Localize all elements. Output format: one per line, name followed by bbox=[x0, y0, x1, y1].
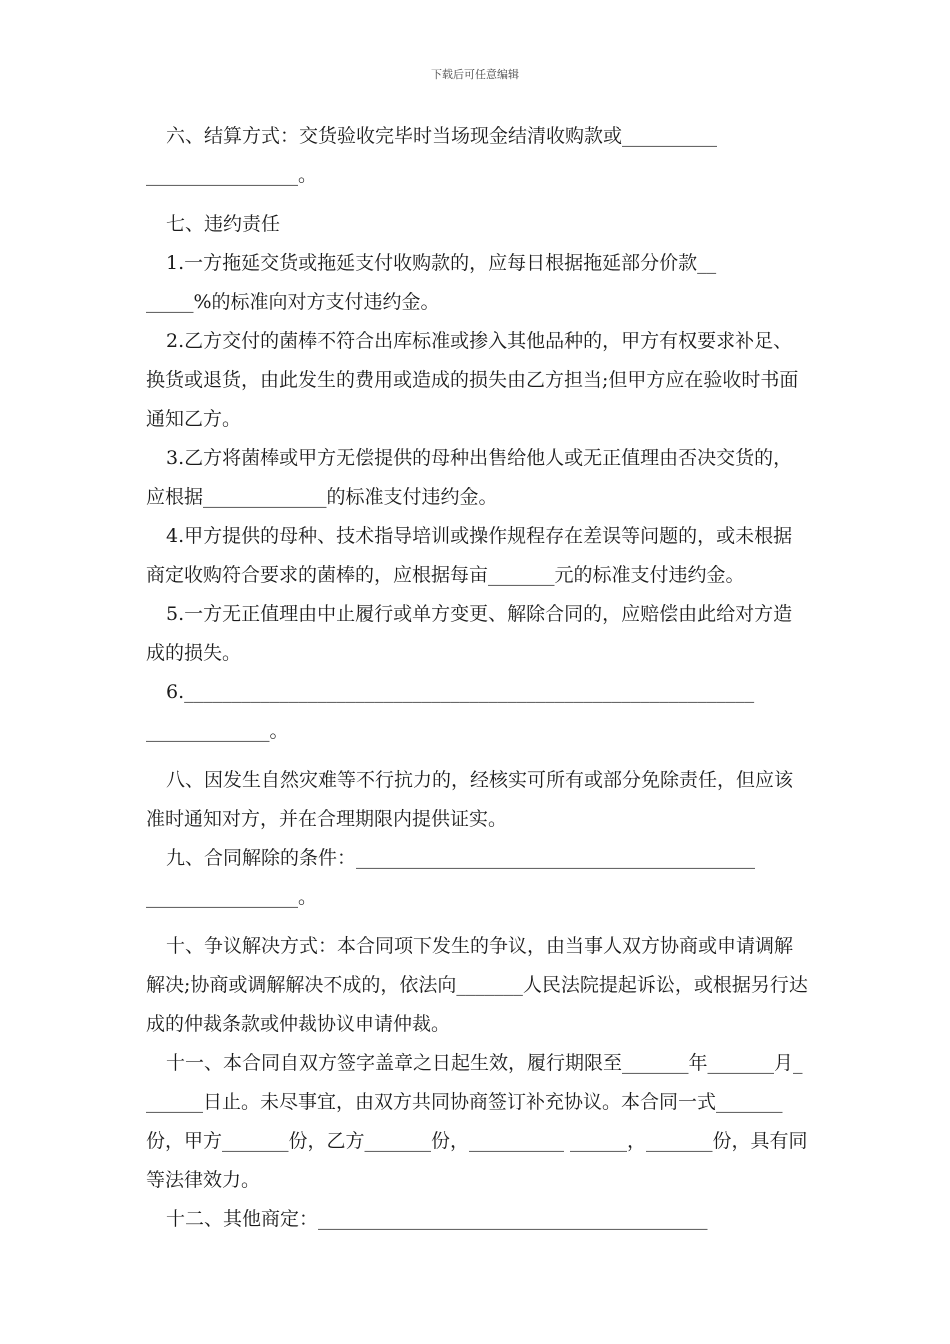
clause-12-other: 十二、其他商定：_________________________________________ bbox=[166, 1208, 708, 1230]
clause-7-item-5: 5.一方无正值理由中止履行或单方变更、解除合同的，应赔偿由此给对方造成的损失。 bbox=[146, 603, 793, 664]
clause-9-termination: 九、合同解除的条件：__________________________________________ bbox=[166, 847, 756, 869]
clause-7-item-6-continued: _____________。 bbox=[146, 720, 289, 742]
clause-9-continued: ________________。 bbox=[146, 886, 318, 908]
clause-7-item-4: 4.甲方提供的母种、技术指导培训或操作规程存在差误等问题的，或未根据商定收购符合要求的菌棒的，应根据每亩_______元的标准支付违约金。 bbox=[146, 525, 793, 586]
clause-7-item-3: 3.乙方将菌棒或甲方无偿提供的母种出售给他人或无正值理由否决交货的，应根据_____________的标准支付违约金。 bbox=[146, 447, 793, 508]
clause-7-item-2: 2.乙方交付的菌棒不符合出库标准或掺入其他品种的，甲方有权要求补足、换货或退货，由此发生的费用或造成的损失由乙方担当;但甲方应在验收时书面通知乙方。 bbox=[146, 330, 799, 430]
clause-6-settlement: 六、结算方式：交货验收完毕时当场现金结清收购款或__________ bbox=[166, 125, 718, 147]
clause-11-effect: 十一、本合同自双方签字盖章之日起生效，履行期限至_______年_______月_______日止。未尽事宜，由双方共同协商签订补充协议。本合同一式_______份，甲方_______份，乙方_______份，__________ ______，_______份，具有同等法律效力。 bbox=[146, 1052, 808, 1191]
page-header: 下载后可任意编辑 bbox=[431, 68, 519, 81]
document-body bbox=[146, 117, 810, 1239]
clause-10-dispute: 十、争议解决方式：本合同项下发生的争议，由当事人双方协商或申请调解解决;协商或调解解决不成的，依法向_______人民法院提起诉讼，或根据另行达成的仲裁条款或仲裁协议申请仲裁。 bbox=[146, 935, 808, 1035]
clause-7-item-1: 1.一方拖延交货或拖延支付收购款的，应每日根据拖延部分价款__ bbox=[166, 252, 717, 274]
clause-7-item-1-continued: _____%的标准向对方支付违约金。 bbox=[146, 291, 440, 313]
clause-6-continued: ________________。 bbox=[146, 164, 318, 186]
clause-7-item-6: 6.____________________________________________________________ bbox=[166, 681, 755, 703]
clause-8-force-majeure: 八、因发生自然灾难等不行抗力的，经核实可所有或部分免除责任，但应该准时通知对方，并在合理期限内提供证实。 bbox=[146, 769, 794, 830]
clause-7-heading: 七、违约责任 bbox=[166, 213, 281, 235]
